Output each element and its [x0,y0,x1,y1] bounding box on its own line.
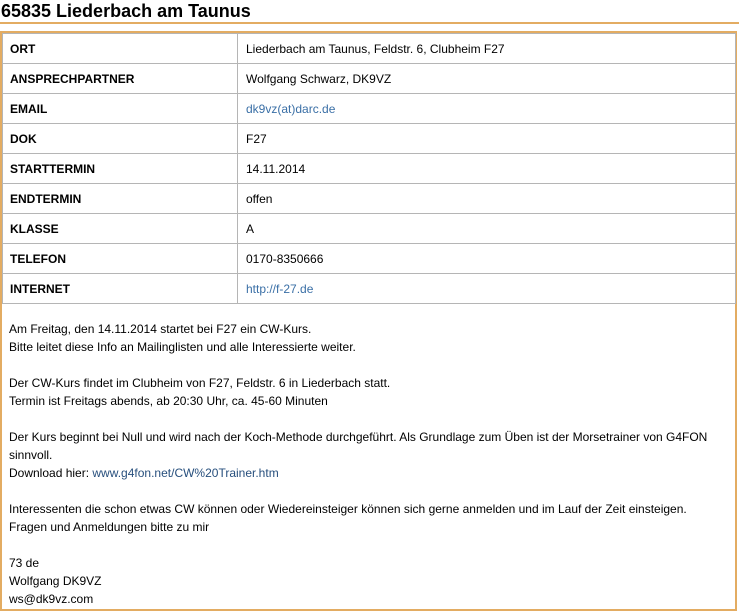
row-label: ENDTERMIN [3,184,238,214]
details-table [2,33,736,304]
row-value: Liederbach am Taunus, Feldstr. 6, Clubheim F27 [238,34,736,64]
text-line: Am Freitag, den 14.11.2014 startet bei F27 ein CW-Kurs. [9,322,312,336]
row-label: DOK [3,124,238,154]
row-value: F27 [238,124,736,154]
table-row [3,244,736,274]
email-link[interactable]: dk9vz(at)darc.de [246,101,336,116]
course-description [9,320,729,608]
row-label: STARTTERMIN [3,154,238,184]
row-value: 14.11.2014 [238,154,736,184]
download-label: Download hier: [9,466,93,480]
row-label: ORT [3,34,238,64]
paragraph-invitation [9,500,729,536]
download-link[interactable]: www.g4fon.net/CW%20Trainer.htm [92,466,279,480]
text-line: 73 de [9,556,40,570]
table-row [3,34,736,64]
table-row [3,124,736,154]
paragraph-location [9,374,729,410]
table-row [3,274,736,304]
text-line: Der Kurs beginnt bei Null und wird nach der Koch-Methode durchgeführt. Als Grundlage zum Üben ist der Morsetrainer von G4FON sinnvoll. [9,430,708,462]
paragraph-method [9,428,729,482]
table-row [3,64,736,94]
text-line: Bitte leitet diese Info an Mailinglisten und alle Interessierte weiter. [9,340,356,354]
title-divider [0,22,739,24]
website-link[interactable]: http://f-27.de [246,281,314,296]
row-value: A [238,214,736,244]
row-value: offen [238,184,736,214]
table-row [3,184,736,214]
table-row [3,214,736,244]
text-line: Der CW-Kurs findet im Clubheim von F27, Feldstr. 6 in Liederbach statt. [9,376,391,390]
text-line: Wolfgang DK9VZ [9,574,102,588]
row-label: EMAIL [3,94,238,124]
signature-email: ws@dk9vz.com [9,592,94,606]
row-value: 0170-8350666 [238,244,736,274]
row-value: Wolfgang Schwarz, DK9VZ [238,64,736,94]
text-line: Fragen und Anmeldungen bitte zu mir [9,520,210,534]
table-row [3,154,736,184]
page-title: 65835 Liederbach am Taunus [1,1,251,21]
signature [9,554,729,608]
paragraph-announcement [9,320,729,356]
row-label: TELEFON [3,244,238,274]
row-label: INTERNET [3,274,238,304]
table-row [3,94,736,124]
row-label: KLASSE [3,214,238,244]
row-label: ANSPRECHPARTNER [3,64,238,94]
text-line: Interessenten die schon etwas CW können oder Wiedereinsteiger können sich gerne anmelden und im Lauf der Zeit einsteigen. [9,502,687,516]
text-line: Termin ist Freitags abends, ab 20:30 Uhr, ca. 45-60 Minuten [9,394,328,408]
